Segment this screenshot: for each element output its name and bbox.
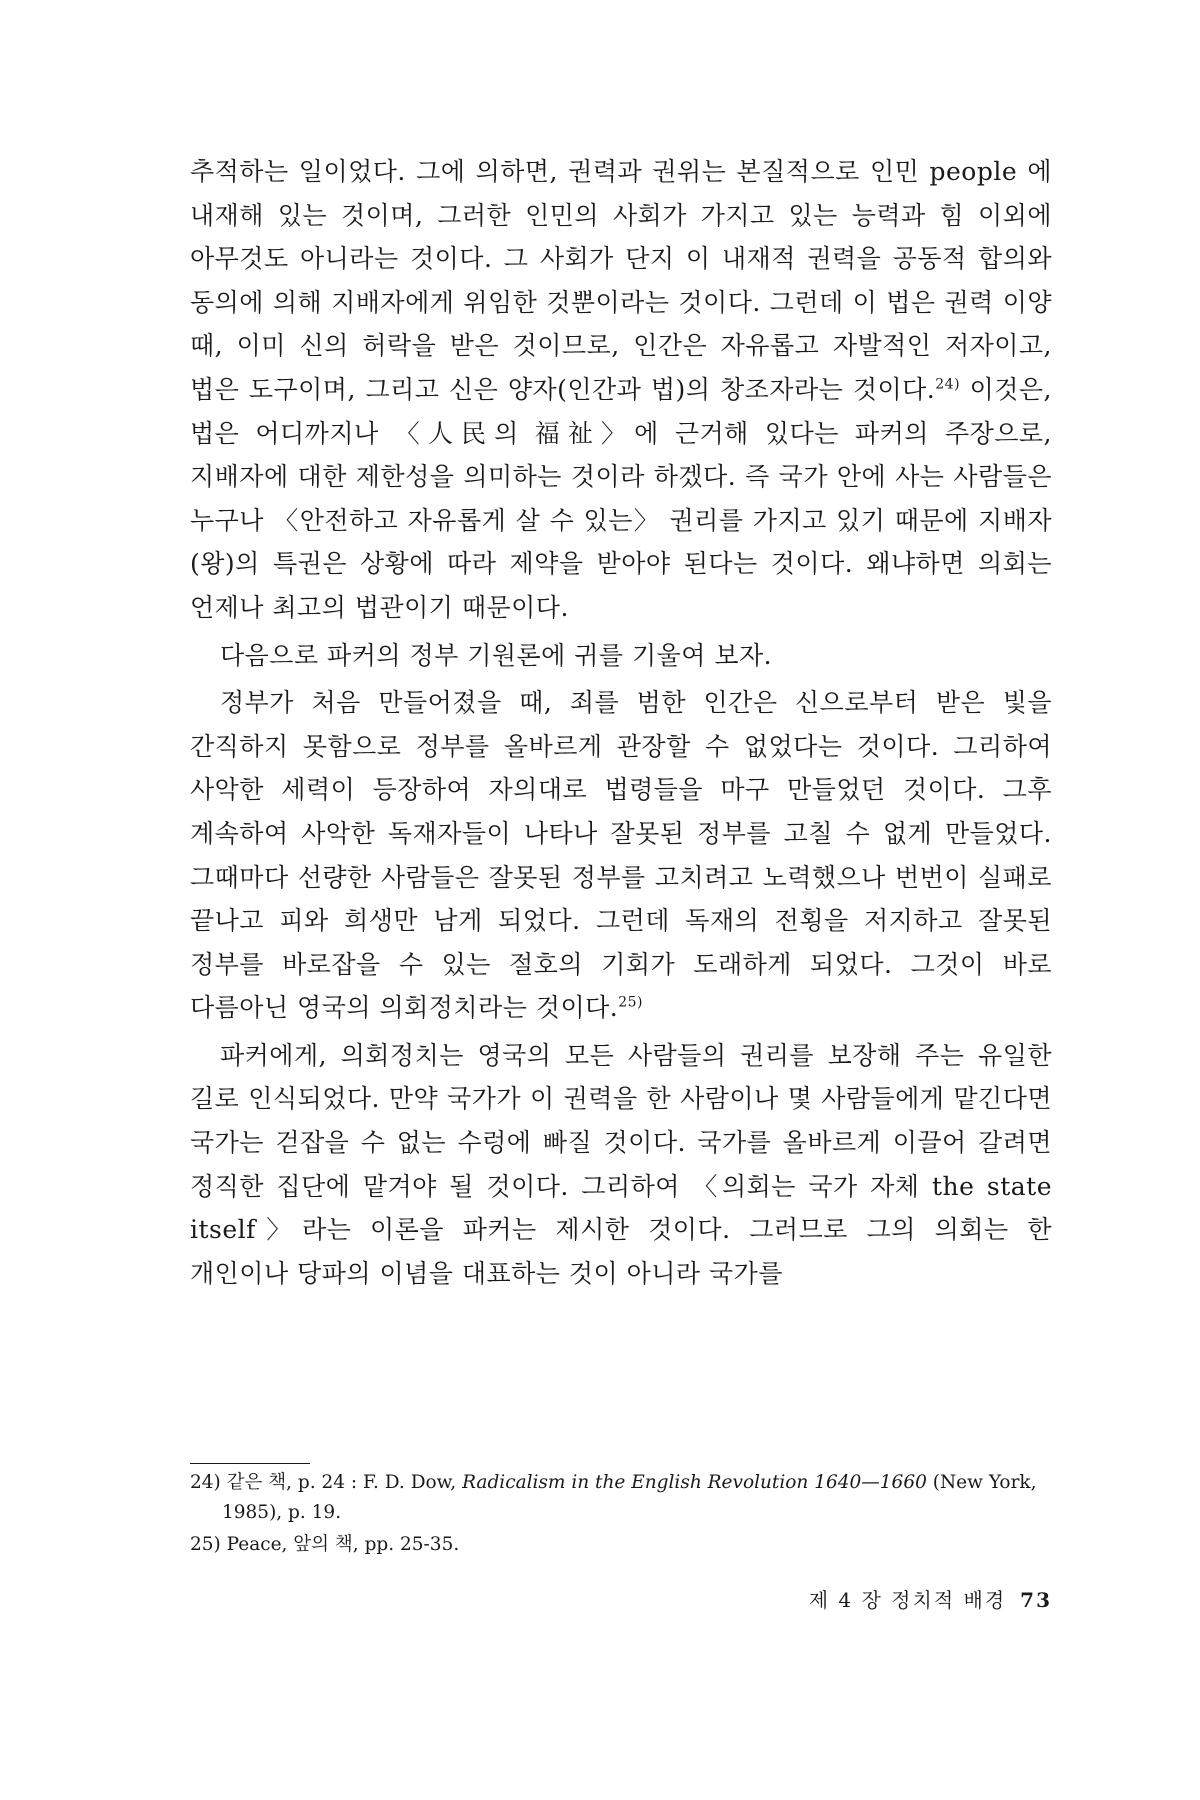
running-footer	[740, 1584, 1052, 1613]
footnote-ref-25[interactable]: 25)	[618, 994, 643, 1011]
paragraph-3-text: 정부가 처음 만들어졌을 때, 죄를 범한 인간은 신으로부터 받은 빛을 간직하지 못함으로 정부를 올바르게 관장할 수 없었다는 것이다. 그리하여 사악한 세력이 등장하여 자의대로 법령들을 마구 만들었던 것이다. 그후 계속하여 사악한 독재자들이 나타나 잘못된 정부를 고칠 수 없게 만들었다. 그때마다 선량한 사람들은 잘못된 정부를 고치려고 노력했으나 번번이 실패로 끝나고 피와 희생만 남게 되었다. 그런데 독재의 전횡을 저지하고 잘못된 정부를 바로잡을 수 있는 절호의 기회가 도래하게 되었다. 그것이 바로 다름아닌 영국의 의회정치라는 것이다.	[190, 688, 1052, 1023]
body-text	[190, 150, 1052, 1295]
footnote-25-mark: 25)	[190, 1534, 221, 1555]
footnote-24	[190, 1468, 1070, 1528]
footnote-24-mark: 24)	[190, 1472, 221, 1493]
footnote-ref-24[interactable]: 24)	[935, 376, 961, 393]
page-number: 73	[1020, 1588, 1052, 1612]
paragraph-3	[190, 681, 1052, 1030]
paragraph-1-text: 추적하는 일이었다. 그에 의하면, 권력과 권위는 본질적으로 인민 people 에 내재해 있는 것이며, 그러한 인민의 사회가 가지고 있는 능력과 힘 이외에 아무것도 아니라는 것이다. 그 사회가 단지 이 내재적 권력을 공동적 합의와 동의에 의해 지배자에게 위임한 것뿐이라는 것이다. 그런데 이 법은 권력 이양 때, 이미 신의 허락을 받은 것이므로, 인간은 자유롭고 자발적인 저자이고, 법은 도구이며, 그리고 신은 양자(인간과 법)의 창조자라는 것이다.	[190, 157, 1052, 404]
footnotes	[190, 1468, 1070, 1560]
paragraph-1	[190, 150, 1052, 630]
footnote-24-title: Radicalism in the English Revolution 1640—1660	[462, 1472, 927, 1493]
paragraph-2: 다음으로 파커의 정부 기원론에 귀를 기울여 보자.	[220, 640, 773, 670]
footnote-25	[190, 1530, 1070, 1560]
chapter-title: 제 4 장 정치적 배경	[808, 1588, 1007, 1612]
paragraph-4: 파커에게, 의회정치는 영국의 모든 사람들의 권리를 보장해 주는 유일한 길로 인식되었다. 만약 국가가 이 권력을 한 사람이나 몇 사람들에게 맡긴다면 국가는 걷잡을 수 없는 수렁에 빠질 것이다. 국가를 올바르게 이끌어 갈려면 정직한 집단에 맡겨야 될 것이다. 그리하여 〈의회는 국가 자체 the state itself〉라는 이론을 파커는 제시한 것이다. 그러므로 그의 의회는 한 개인이나 당파의 이념을 대표하는 것이 아니라 국가를	[190, 1040, 1052, 1288]
footnote-24-citation: (New York, 1985), p. 19.	[222, 1472, 1037, 1523]
footnote-24-text: 같은 책, p. 24 : F. D. Dow,	[220, 1472, 463, 1493]
paragraph-1-text-continued: 이것은, 법은 어디까지나 〈人民의 福祉〉에 근거해 있다는 파커의 주장으로, 지배자에 대한 제한성을 의미하는 것이라 하겠다. 즉 국가 안에 사는 사람들은 누구나 〈안전하고 자유롭게 살 수 있는〉 권리를 가지고 있기 때문에 지배자(왕)의 특권은 상황에 따라 제약을 받아야 된다는 것이다. 왜냐하면 의회는 언제나 최고의 법관이기 때문이다.	[190, 374, 1052, 622]
footnote-25-text: Peace, 앞의 책, pp. 25-35.	[220, 1534, 460, 1555]
footnote-separator	[190, 1463, 310, 1464]
